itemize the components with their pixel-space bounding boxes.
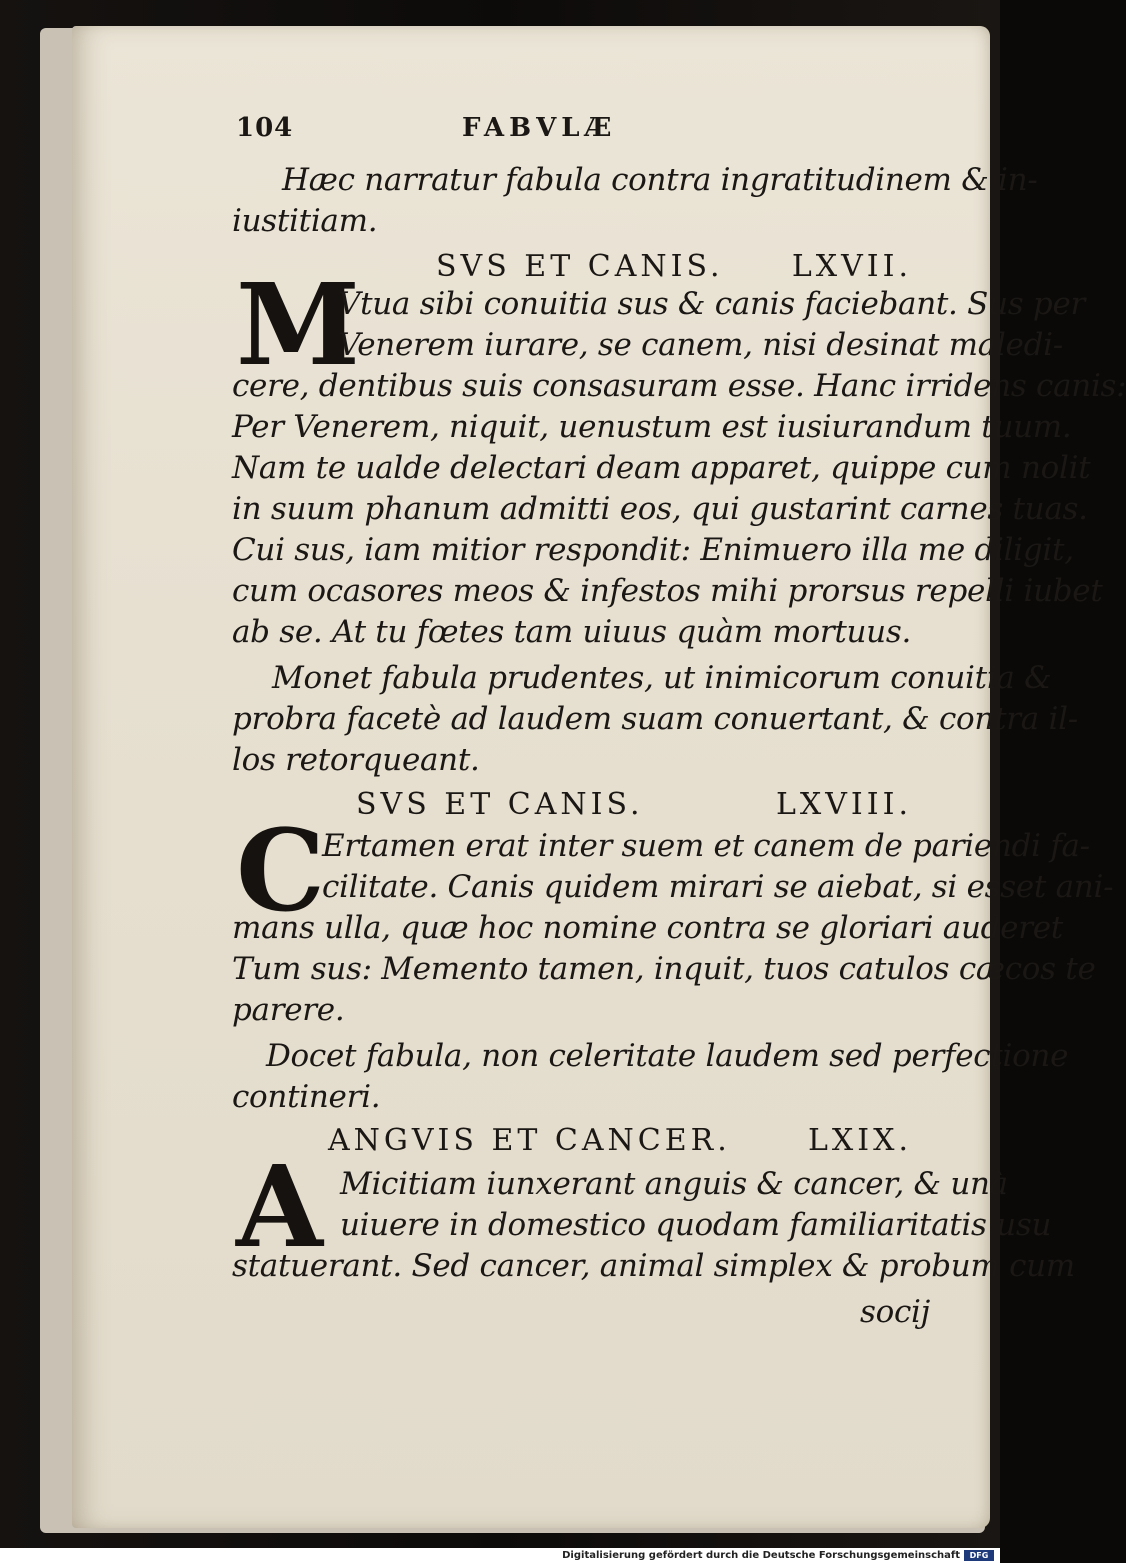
text-line: Hæc narratur fabula contra ingratitudinem & in- <box>282 162 1038 198</box>
text-line: Docet fabula, non celeritate laudem sed perfectione <box>266 1038 1069 1074</box>
drop-cap: M <box>236 260 360 391</box>
fable-heading <box>232 1120 912 1160</box>
fable-number: LXVIII. <box>775 787 912 822</box>
fable-body <box>232 1164 1075 1287</box>
text-line: Monet fabula prudentes, ut inimicorum conuitia & <box>272 660 1052 696</box>
fable-title: ANGVIS ET CANCER. <box>328 1123 731 1158</box>
text-line: Nam te ualde delectari deam apparet, quippe cum nolit <box>232 450 1091 486</box>
digitization-footer <box>0 1548 1000 1563</box>
text-line: cilitate. Canis quidem mirari se aiebat, si esset ani- <box>322 869 1114 905</box>
fable-moral <box>232 658 1078 781</box>
text-line: parere. <box>232 992 345 1028</box>
intro-moral <box>232 160 1038 242</box>
fable-number: LXVII. <box>791 249 912 284</box>
text-line: in suum phanum admitti eos, qui gustarint carnes tuas. <box>232 491 1088 527</box>
fable-title: SVS ET CANIS. <box>356 787 644 822</box>
text-line: Ertamen erat inter suem et canem de pariendi fa- <box>322 828 1090 864</box>
dfg-logo: DFG <box>964 1550 994 1561</box>
text-line: los retorqueant. <box>232 742 480 778</box>
fable-body <box>232 826 1114 1031</box>
text-line: Vtua sibi conuitia sus & canis faciebant. Sus per <box>338 286 1086 322</box>
text-line: Tum sus: Memento tamen, inquit, tuos catulos cæcos te <box>232 951 1096 987</box>
catchword: socij <box>860 1294 930 1330</box>
text-line: cere, dentibus suis consasuram esse. Hanc irridens canis: <box>232 368 1126 404</box>
fable-moral <box>232 1036 1069 1118</box>
text-line: ab se. At tu fœtes tam uiuus quàm mortuus. <box>232 614 911 650</box>
text-line: statuerant. Sed cancer, animal simplex & probum cum <box>232 1248 1075 1284</box>
fable-title: SVS ET CANIS. <box>436 249 724 284</box>
fable-number: LXIX. <box>807 1123 912 1158</box>
text-line: Cui sus, iam mitior respondit: Enimuero illa me diligit, <box>232 532 1074 568</box>
text-line: probra facetè ad laudem suam conuertant, & contra il- <box>232 701 1078 737</box>
text-line: Venerem iurare, se canem, nisi desinat maledi- <box>338 327 1063 363</box>
text-line: iustitiam. <box>232 203 378 239</box>
text-line: contineri. <box>232 1079 381 1115</box>
fable-body <box>232 284 1126 653</box>
fable-heading <box>232 784 912 824</box>
text-line: cum ocasores meos & infestos mihi prorsus repelli iubet <box>232 573 1103 609</box>
text-line: Per Venerem, niquit, uenustum est iusiurandum tuum. <box>232 409 1072 445</box>
page-number: 104 <box>236 113 294 143</box>
text-line: Micitiam iunxerant anguis & cancer, & unà <box>340 1166 1008 1202</box>
page-header <box>160 108 860 148</box>
footer-credit: Digitalisierung gefördert durch die Deutsche Forschungsgemeinschaft <box>562 1550 960 1561</box>
running-title: FABVLÆ <box>462 113 617 143</box>
text-line: uiuere in domestico quodam familiaritatis usu <box>340 1207 1052 1243</box>
drop-cap: C <box>236 806 325 937</box>
text-line: mans ulla, quæ hoc nomine contra se gloriari auderet <box>232 910 1063 946</box>
drop-cap: A <box>236 1142 323 1273</box>
